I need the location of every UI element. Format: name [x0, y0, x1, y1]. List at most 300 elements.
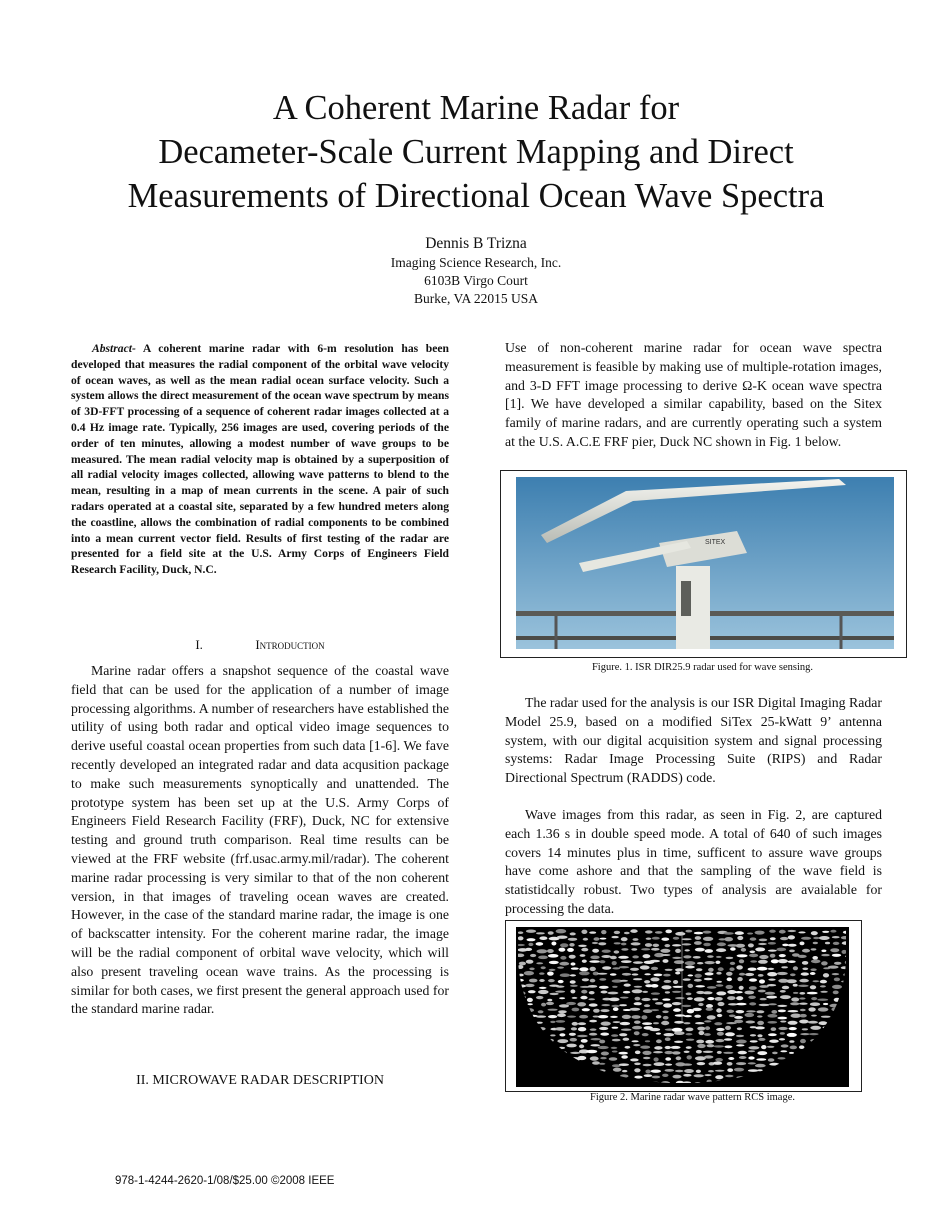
wave-crest	[673, 980, 678, 984]
abstract-text: A coherent marine radar with 6-m resolution has been developed that measures the radial component of the orbital wave velocity of ocean waves, as well as the mean radial ocean surface velocity. Such a system allows the direct measurement of the ocean wave spectrum by means of 3D-FFT processing of a sequence of coherent radar images collected at a 0.4 Hz image rate. Typically, 256 images are used, covering periods of the order of ten minutes, allowing a modest number of wave groups to be measured. The mean radial velocity map is obtained by a superposition of all radial velocity images collected, allowing wave patterns to blend to the mean, resulting in a map of mean currents in the scene. A pair of such radars operated at a coastal site, separated by a few hundred meters along the coastline, allows the combination of radial components to be combined into a mean current vector field. Results of first testing of the radar are presented for a field site at the U.S. Army Corps of Engineers Field Research Facility, Duck, N.C.	[71, 342, 449, 577]
wave-crest	[664, 980, 672, 983]
wave-crest	[643, 1064, 652, 1066]
wave-crest	[779, 1038, 785, 1040]
wave-crest	[644, 1004, 650, 1007]
wave-crest	[694, 997, 705, 1001]
wave-crest	[748, 1050, 755, 1052]
wave-crest	[549, 969, 556, 971]
wave-crest	[686, 1046, 692, 1049]
wave-crest	[782, 944, 788, 947]
wave-crest	[758, 974, 764, 977]
wave-crest	[622, 1015, 631, 1019]
wave-crest	[654, 1057, 659, 1061]
section-1-text: Marine radar offers a snapshot sequence of the coastal wave field that can be used for the application of a number of image processing algorithms. A number of researchers have established the utility of using both radar and optical video image sequences to derive useful coastal ocean properties from such data [1-6]. We fave recently developed an integrated radar and data acqusition package to make such measurements synoptically and unattended. The prototype system has been set up at the U.S. Army Corps of Engineers Field Research Facility (FRF), Duck, NC for extensive testing and ground truth comparison. Real time results can be viewed at the FRF website (frf.usac.army.mil/radar). The coherent marine radar processing is very similar to that of the non coherent version, in that images of traveling ocean waves are created. However, in the case of the standard marine radar, the image is one of backscatter intensity. For the coherent marine radar, the image will be the radial component of orbital wave velocity, which will also present traveling ocean wave trains. As the processing is similar for both cases, we first present the general approach used for the standard marine radar.	[71, 663, 449, 1017]
wave-crest	[704, 1020, 711, 1022]
wave-crest	[748, 1046, 759, 1049]
wave-crest	[572, 1022, 578, 1026]
wave-crest	[557, 967, 564, 969]
wave-crest	[664, 1033, 675, 1036]
wave-crest	[634, 986, 642, 988]
wave-crest	[599, 978, 606, 981]
wave-crest	[589, 1020, 597, 1023]
wave-crest	[817, 999, 828, 1001]
wave-crest	[755, 1026, 765, 1029]
wave-crest	[809, 1033, 819, 1035]
wave-crest	[675, 949, 681, 953]
wave-crest	[704, 1074, 711, 1076]
wave-crest	[662, 1011, 668, 1014]
wave-crest	[832, 985, 842, 989]
right-paragraph-3: Wave images from this radar, as seen in Fig. 2, are captured each 1.36 s in double speed mode. A total of 640 of such images covers 14 minutes plus in time, sufficent to assure wave groups have come ashore and that the sampling of the wave field is statistidcally robust. Two types of analysis are avaialable for processing the data.	[505, 807, 882, 916]
wave-crest	[793, 984, 798, 987]
wave-crest	[611, 936, 618, 938]
wave-crest	[619, 1004, 627, 1006]
wave-crest	[781, 1044, 789, 1047]
wave-crest	[707, 997, 714, 1000]
wave-crest	[557, 1039, 568, 1043]
wave-crest	[799, 997, 805, 999]
wave-crest	[557, 936, 568, 939]
wave-crest	[642, 991, 648, 993]
wave-crest	[624, 984, 631, 987]
wave-crest	[570, 1052, 580, 1054]
wave-crest	[802, 961, 808, 965]
wave-crest	[601, 1022, 611, 1026]
wave-crest	[598, 942, 606, 945]
wave-crest	[633, 938, 639, 941]
wave-crest	[725, 1075, 733, 1077]
wave-crest	[539, 987, 547, 989]
wave-crest	[645, 943, 652, 947]
wave-crest	[748, 968, 757, 971]
wave-crest	[621, 1029, 632, 1031]
wave-crest	[665, 1046, 671, 1049]
wave-crest	[748, 1062, 756, 1064]
wave-crest	[788, 960, 796, 963]
wave-crest	[527, 1003, 533, 1005]
wave-crest	[633, 1044, 640, 1046]
wave-crest	[642, 998, 651, 1001]
wave-crest	[703, 937, 713, 941]
wave-crest	[730, 947, 736, 951]
wave-crest	[810, 972, 816, 975]
wave-crest	[800, 942, 805, 946]
wave-crest	[698, 1003, 703, 1006]
wave-crest	[818, 1007, 829, 1011]
title-line-2: Decameter-Scale Current Mapping and Direct	[158, 133, 794, 171]
wave-crest	[767, 984, 776, 986]
wave-crest	[706, 1008, 713, 1011]
wave-crest	[559, 948, 566, 952]
wave-crest	[568, 938, 578, 941]
wave-crest	[613, 1068, 622, 1072]
wave-crest	[653, 974, 662, 977]
wave-crest	[725, 1032, 735, 1036]
wave-crest	[777, 1005, 787, 1007]
wave-crest	[536, 1015, 546, 1017]
wave-crest	[640, 965, 650, 969]
wave-crest	[665, 1057, 671, 1061]
wave-crest	[768, 1003, 777, 1005]
wave-crest	[653, 944, 660, 947]
wave-crest	[619, 1033, 627, 1036]
wave-crest	[833, 991, 839, 995]
wave-crest	[651, 984, 659, 988]
wave-crest	[556, 1020, 566, 1023]
wave-crest	[547, 999, 552, 1002]
wave-crest	[684, 1069, 694, 1073]
wave-crest	[592, 949, 599, 953]
wave-crest	[536, 996, 543, 999]
wave-crest	[741, 948, 746, 952]
wave-crest	[776, 948, 786, 952]
wave-crest	[811, 948, 817, 950]
wave-crest	[790, 1046, 797, 1050]
wave-crest	[716, 1028, 724, 1031]
wave-crest	[655, 1002, 663, 1005]
wave-crest	[611, 1005, 619, 1007]
wave-crest	[790, 1002, 799, 1005]
wave-crest	[572, 997, 578, 999]
wave-crest	[682, 1063, 693, 1065]
wave-crest	[600, 938, 607, 940]
wave-crest	[651, 1070, 661, 1073]
wave-crest	[825, 942, 830, 945]
figure-2-frame	[505, 920, 862, 1092]
wave-crest	[739, 973, 745, 976]
wave-crest	[529, 979, 538, 983]
wave-crest	[673, 1008, 681, 1012]
wave-crest	[614, 950, 620, 953]
wave-crest	[723, 932, 733, 935]
wave-crest	[768, 1058, 775, 1062]
wave-crest	[570, 1038, 577, 1042]
wave-crest	[757, 1015, 763, 1017]
wave-crest	[536, 962, 543, 964]
wave-crest	[780, 1050, 787, 1052]
wave-crest	[766, 996, 777, 999]
wave-crest	[527, 998, 533, 1002]
wave-crest	[716, 1008, 722, 1012]
wave-crest	[761, 1045, 766, 1049]
wave-crest	[619, 966, 629, 968]
wave-crest	[699, 1031, 705, 1035]
wave-crest	[758, 943, 767, 945]
wave-crest	[770, 937, 776, 940]
wave-crest	[777, 972, 788, 975]
wave-crest	[755, 1064, 766, 1068]
wave-crest	[800, 1039, 806, 1043]
wave-crest	[778, 1057, 786, 1059]
wave-crest	[748, 996, 756, 999]
wave-crest	[724, 937, 733, 941]
wave-crest	[570, 974, 576, 976]
wave-crest	[665, 1064, 672, 1066]
wave-crest	[578, 1022, 586, 1025]
wave-crest	[726, 972, 733, 976]
wave-crest	[612, 961, 617, 965]
wave-crest	[685, 961, 696, 965]
wave-crest	[649, 960, 660, 963]
wave-crest	[739, 1056, 747, 1059]
wave-crest	[714, 1022, 722, 1025]
wave-crest	[665, 969, 673, 971]
wave-crest	[581, 948, 588, 952]
wave-crest	[734, 1068, 744, 1072]
author-affiliation: Imaging Science Research, Inc.	[390, 255, 562, 270]
wave-crest	[811, 1015, 817, 1017]
wave-crest	[537, 949, 548, 953]
wave-crest	[694, 932, 703, 935]
wave-crest	[695, 948, 705, 952]
wave-crest	[736, 944, 745, 948]
wave-crest	[799, 992, 805, 995]
wave-crest	[759, 1004, 770, 1006]
wave-crest	[780, 1032, 785, 1035]
wave-crest	[555, 1027, 565, 1031]
wave-crest	[663, 1016, 669, 1020]
wave-crest	[768, 942, 776, 945]
wave-crest	[734, 1016, 743, 1019]
wave-crest	[632, 989, 643, 993]
wave-crest	[662, 998, 670, 1000]
wave-crest	[569, 1033, 576, 1036]
wave-crest	[755, 947, 765, 951]
wave-crest	[800, 1014, 807, 1018]
wave-crest	[622, 973, 631, 976]
abstract	[71, 341, 449, 578]
wave-crest	[735, 991, 743, 993]
figure-1-caption: Figure. 1. ISR DIR25.9 radar used for wave sensing.	[591, 662, 814, 673]
wave-crest	[737, 936, 743, 940]
wave-crest	[653, 1051, 663, 1053]
wave-crest	[650, 977, 659, 981]
wave-crest	[728, 1057, 734, 1060]
wave-crest	[750, 1040, 758, 1042]
wave-crest	[676, 1056, 682, 1060]
wave-crest	[735, 931, 744, 935]
wave-crest	[811, 959, 821, 963]
wave-crest	[556, 929, 567, 933]
wave-crest	[661, 985, 671, 989]
wave-crest	[727, 996, 735, 1000]
wave-crest	[686, 1039, 694, 1041]
wave-crest	[674, 1041, 683, 1043]
wave-crest	[717, 1051, 722, 1054]
wave-crest	[632, 955, 639, 958]
wave-crest	[548, 1015, 557, 1018]
wave-crest	[578, 945, 587, 947]
wave-crest	[768, 950, 777, 952]
wave-crest	[625, 1046, 631, 1049]
paper-title	[60, 86, 892, 218]
wave-crest	[736, 1010, 745, 1013]
wave-crest	[727, 1010, 735, 1013]
wave-crest	[788, 935, 795, 939]
wave-crest	[749, 954, 758, 958]
wave-crest	[705, 1040, 714, 1044]
wave-crest	[633, 961, 643, 964]
wave-crest	[703, 943, 711, 946]
wave-crest	[683, 955, 691, 958]
wave-crest	[599, 1027, 608, 1030]
wave-crest	[518, 936, 524, 940]
wave-crest	[548, 979, 555, 982]
wave-crest	[695, 985, 705, 987]
wave-crest	[623, 991, 630, 994]
wave-crest	[745, 1013, 755, 1017]
wave-crest	[716, 984, 724, 987]
wave-crest	[697, 962, 703, 964]
wave-crest	[663, 974, 671, 977]
wave-crest	[759, 979, 765, 983]
wave-crest	[631, 948, 637, 951]
wave-crest	[541, 1003, 546, 1007]
wave-crest	[527, 938, 536, 941]
wave-crest	[582, 960, 587, 963]
wave-crest	[695, 1022, 704, 1024]
wave-crest	[811, 931, 818, 935]
wave-crest	[737, 1027, 742, 1030]
wave-crest	[682, 938, 692, 940]
wave-crest	[614, 931, 620, 934]
wave-crest	[713, 1062, 722, 1065]
wave-crest	[546, 1002, 554, 1005]
wave-crest	[706, 1004, 713, 1008]
wave-crest	[788, 944, 797, 947]
wave-crest	[663, 1003, 672, 1007]
wave-crest	[656, 1033, 661, 1035]
wave-crest	[590, 1044, 600, 1046]
wave-crest	[538, 1010, 544, 1013]
wave-crest	[601, 930, 606, 934]
wave-crest	[772, 1052, 778, 1055]
wave-crest	[750, 951, 756, 954]
wave-crest	[749, 978, 757, 981]
wave-crest	[655, 931, 663, 934]
wave-crest	[590, 956, 599, 960]
wave-crest	[630, 929, 637, 933]
wave-crest	[748, 1069, 759, 1072]
wave-crest	[589, 1033, 597, 1036]
wave-crest	[770, 954, 776, 958]
wave-crest	[645, 1040, 650, 1042]
wave-crest	[645, 930, 653, 933]
wave-crest	[686, 993, 692, 996]
wave-crest	[820, 985, 826, 987]
wave-crest	[682, 1005, 691, 1007]
wave-crest	[813, 942, 818, 944]
wave-crest	[610, 1016, 618, 1018]
wave-crest	[665, 930, 672, 934]
wave-crest	[601, 1052, 609, 1056]
wave-crest	[736, 1040, 747, 1044]
wave-crest	[634, 1031, 640, 1035]
wave-crest	[631, 942, 641, 945]
wave-crest	[599, 986, 609, 989]
wave-crest	[718, 967, 724, 971]
wave-crest	[589, 991, 595, 994]
wave-crest	[612, 967, 620, 969]
wave-crest	[675, 972, 680, 975]
wave-crest	[571, 1027, 577, 1030]
wave-crest	[654, 1062, 665, 1066]
wave-crest	[525, 984, 535, 987]
wave-crest	[768, 968, 775, 970]
wave-crest	[685, 930, 692, 933]
wave-crest	[781, 966, 788, 968]
wave-crest	[688, 984, 694, 988]
wave-crest	[622, 1070, 627, 1072]
wave-crest	[599, 1040, 605, 1044]
wave-crest	[799, 1020, 809, 1024]
wave-crest	[704, 978, 713, 981]
wave-crest	[601, 1004, 610, 1006]
wave-crest	[704, 1055, 713, 1058]
wave-crest	[590, 979, 596, 983]
wave-crest	[673, 1075, 682, 1079]
wave-crest	[788, 1021, 798, 1025]
wave-crest	[640, 1046, 650, 1049]
wave-crest	[682, 943, 692, 945]
wave-crest	[810, 985, 816, 989]
wave-crest	[612, 1039, 621, 1042]
wave-crest	[643, 1009, 652, 1013]
wave-crest	[600, 1033, 609, 1036]
wave-crest	[696, 1050, 702, 1054]
wave-crest	[621, 948, 628, 951]
wave-crest	[672, 957, 682, 959]
wave-crest	[557, 1013, 566, 1017]
wave-crest	[756, 1010, 764, 1013]
wave-crest	[696, 1040, 704, 1044]
wave-crest	[823, 973, 829, 977]
wave-crest	[799, 1045, 804, 1049]
wave-crest	[780, 995, 791, 999]
wave-crest	[525, 948, 532, 951]
wave-crest	[683, 1074, 691, 1077]
wave-crest	[567, 948, 574, 952]
wave-crest	[778, 1027, 787, 1030]
wave-crest	[800, 1033, 810, 1035]
wave-crest	[696, 968, 702, 971]
wave-crest	[821, 950, 826, 953]
wave-crest	[566, 1044, 576, 1048]
wave-crest	[644, 1074, 653, 1077]
wave-crest	[632, 973, 639, 975]
wave-crest	[528, 943, 533, 946]
wave-crest	[652, 1076, 661, 1079]
wave-crest	[716, 991, 726, 995]
wave-crest	[643, 1057, 650, 1059]
wave-crest	[820, 980, 827, 984]
wave-crest	[790, 973, 796, 976]
wave-crest	[571, 962, 576, 965]
wave-crest	[558, 980, 564, 983]
wave-crest	[780, 990, 786, 993]
wave-crest	[789, 1052, 794, 1054]
wave-crest	[665, 1037, 671, 1041]
wave-crest	[758, 1038, 765, 1041]
wave-crest	[832, 973, 840, 975]
wave-crest	[779, 954, 786, 957]
wave-crest	[623, 1038, 630, 1041]
wave-crest	[707, 955, 713, 958]
wave-crest	[811, 997, 817, 1000]
wave-crest	[802, 968, 808, 971]
wave-crest	[675, 1070, 683, 1073]
wave-crest	[570, 985, 578, 987]
